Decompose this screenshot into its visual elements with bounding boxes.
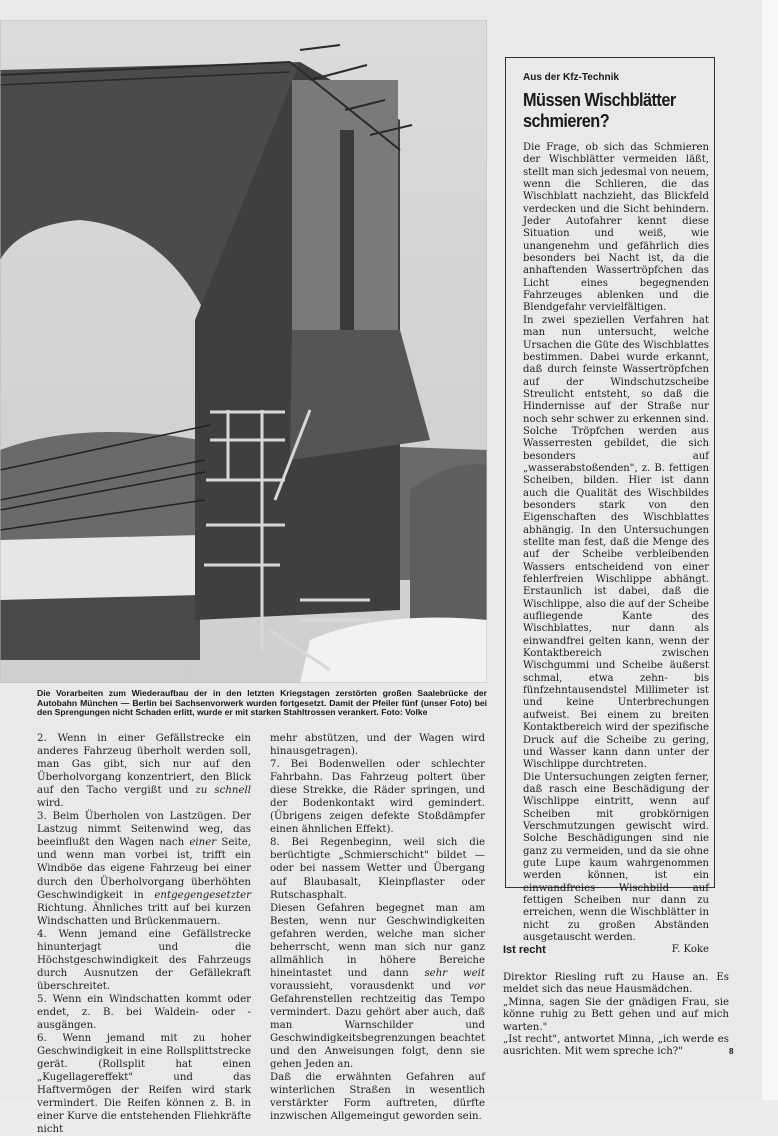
article-paragraph: 6. Wenn jemand mit zu hoher Geschwindigkeit in eine Rollsplittstrecke gerät. (Rollsplit hat einen „Kugellagereffekt" und das Haftvermögen der Reifen wird stark vermindert. Die Reifen können z. B. in einer Kurve die entstehenden Fliehkräfte nicht	[37, 1033, 251, 1136]
box-paragraph: Die Frage, ob sich das Schmieren der Wischblätter vermeiden läßt, stellt man sich jedesmal von neuem, wenn die Schlieren, die das Wischblatt nachzieht, das Blickfeld verdecken und die Sicht behindern. Jeder Autofahrer kennt diese Situation und weiß, wie unangenehm und gefährlich dies besonders bei Nacht ist, da die anhaftenden Wassertröpfchen das Licht eines begegnenden Fahrzeuges ablenken und die Blendgefahr vervielfältigen.	[523, 142, 709, 314]
page-number: 8	[729, 1047, 734, 1056]
pier-platform	[290, 330, 430, 460]
hillside-right	[410, 464, 487, 620]
snow-bank	[300, 618, 487, 684]
box-kicker: Aus der Kfz-Technik	[523, 72, 619, 83]
joke-title: Ist recht	[503, 944, 546, 956]
joke-line: Direktor Riesling ruft zu Hause an. Es meldet sich das neue Hausmädchen.	[503, 972, 729, 996]
article-paragraph: 7. Bei Bodenwellen oder schlechter Fahrbahn. Das Fahrzeug poltert über diese Strekke, die Räder springen, und der Bodenkontakt wird gemindert. (Übrigens zeigen defekte Stoßdämpfer einen ähnlichen Effekt).	[270, 759, 485, 836]
box-paragraph: Die Untersuchungen zeigten ferner, daß rasch eine Beschädigung der Wischlippe eintritt, wenn auf Scheiben mit grobkörnigen Verschmutzungen gewischt wird. Solche Beschädigungen sind nie ganz zu vermeiden, und da sie ohne gute Lupe kaum wahrgenommen werden können, ist ein einwandfreies Wischbild auf fettigen Scheiben nur dann zu erreichen, wenn die Wischblätter in nicht zu großen Abständen ausgetauscht werden.	[523, 771, 709, 943]
joke-line: „Ist recht", antwortet Minna, „ich werde es ausrichten. Mit wem spreche ich?"	[503, 1034, 729, 1058]
box-headline: Müssen Wischblätter schmieren?	[523, 89, 676, 131]
article-paragraph: 8. Bei Regenbeginn, weil sich die berüchtigte „Schmierschicht" bildet — oder bei nassem Wetter und Übergang auf Blaubasalt, Kleinpflaster oder Rutschasphalt.	[270, 837, 485, 901]
article-paragraph: 2. Wenn in einer Gefällstrecke ein anderes Fahrzeug überholt werden soll, man Gas gibt, sich nur auf den Überholvorgang konzentriert, den Blick auf den Tacho vergißt und zu schnell wird.	[37, 733, 251, 810]
article-paragraph: Diesen Gefahren begegnet man am Besten, wenn nur Geschwindigkeiten gefahren werden, welche man sicher beherrscht, wenn man sich nur ganz allmählich in höhere Bereiche hineintastet und dann sehr weit voraussieht, vorausdenkt und vor Gefahrenstellen rechtzeitig das Tempo vermindert. Dazu gehört aber auch, daß man Warnschilder und Geschwindigkeitsbegrenzungen beachtet und den Anweisungen folgt, denn sie gehen Jeden an.	[270, 902, 485, 1071]
box-author: F. Koke	[671, 944, 709, 956]
box-paragraph: In zwei speziellen Verfahren hat man nun untersucht, welche Ursachen die Güte des Wischblattes bestimmen. Dabei wurde erkannt, daß durch feinste Wassertröpfchen auf der Windschutzscheibe Streulicht entsteht, so daß die Hindernisse auf der Straße nur noch sehr schwer zu erkennen sind. Solche Tröpfchen werden aus Wasserresten gebildet, die sich besonders auf „wasserabstoßenden", z. B. fettigen Scheiben, bilden. Hier ist dann auch die Qualität des Wischbildes besonders stark von den Eigenschaften des Wischblattes abhängig. In den Untersuchungen stellte man fest, daß die Menge des auf der Scheibe verbleibenden Wassers entscheidend von einer fehlerfreien Wischlippe abhängt. Erstaunlich ist dabei, daß die Wischlippe, also die auf der Scheibe aufliegende Kante des Wischblattes, nur dann als einwandfrei gelten kann, wenn der Kontaktbereich zwischen Wischgummi und Scheibe äußerst schmal, etwa zehn- bis fünfzehntausendstel Millimeter ist und keine Unterbrechungen aufweist. Bei einem zu breiten Kontaktbereich wird der spezifische Druck auf die Scheibe zu gering, und Wasser kann dann unter der Wischlippe durchtreten.	[523, 314, 709, 771]
ground	[0, 595, 200, 660]
article-paragraph: 4. Wenn jemand eine Gefällstrecke hinunterjagt und die Höchstgeschwindigkeit des Fahrzeugs durch Ausnutzen der Gefällekraft überschreitet.	[37, 928, 251, 992]
article-column-1	[37, 732, 251, 1136]
article-column-2	[270, 732, 485, 1123]
scaffold-pole	[310, 65, 367, 80]
page-edge	[762, 0, 778, 1100]
frozen-river	[0, 660, 200, 683]
bridge-photo	[0, 20, 487, 683]
article-paragraph: 3. Beim Überholen von Lastzügen. Der Lastzug nimmt Seitenwind weg, das beeinflußt den Wagen nach einer Seite, und wenn man vorbei ist, trifft ein Windböe das eigene Fahrzeug bei einer durch den Überholvorgang überhöhten Geschwindigkeit in entgegengesetzter Richtung. Ähnliches tritt auf bei kurzen Windschatten und Brückenmauern.	[37, 811, 252, 927]
box-body	[523, 142, 709, 957]
article-paragraph: mehr abstützen, und der Wagen wird hinausgetragen).	[270, 733, 485, 758]
article-paragraph: 5. Wenn ein Windschatten kommt oder endet, z. B. bei Waldein- oder -ausgängen.	[37, 993, 251, 1032]
joke-body	[503, 972, 729, 1059]
article-paragraph: Daß die erwähnten Gefahren auf winterlichen Straßen in wesentlich verstärkter Form auftreten, dürfte inzwischen Allgemeingut geworden sein.	[270, 1072, 485, 1123]
pier-recess	[340, 130, 354, 350]
joke-line: „Minna, sagen Sie der gnädigen Frau, sie könne ruhig zu Bett gehen und auf mich warten."	[503, 996, 729, 1033]
bridge-photo-illustration	[0, 20, 487, 683]
scaffold-pole	[300, 45, 340, 50]
photo-caption: Die Vorarbeiten zum Wiederaufbau der in den letzten Kriegstagen zerstörten großen Saalebrücke der Autobahn München — Berlin bei Sachsenvorwerk wurden fortgesetzt. Damit der Pfeiler fünf (unser Foto) bei den Sprengungen nicht Schaden erlitt, wurde er mit starken Stahltrossen verankert. Foto: Volke	[37, 688, 487, 718]
